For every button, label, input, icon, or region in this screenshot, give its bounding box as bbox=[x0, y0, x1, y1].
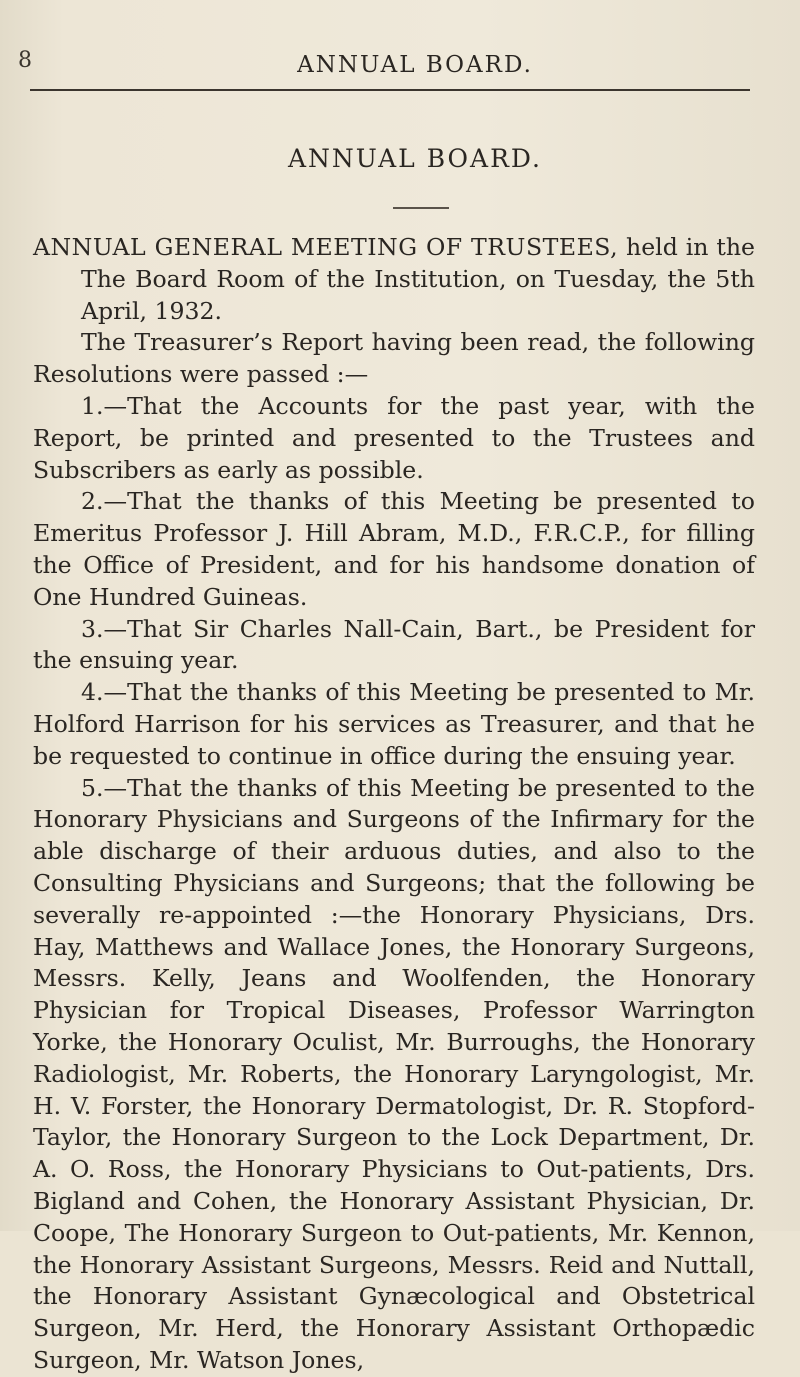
title-ornament-rule bbox=[393, 207, 449, 209]
resolution-4: 4.—That the thanks of this Meeting be presented to Mr. Holford Harrison for his services as Treasurer, and that he be requested to continue in office during the ensuing year. bbox=[33, 678, 755, 770]
resolution-3: 3.—That Sir Charles Nall-Cain, Bart., be President for the ensuing year. bbox=[33, 614, 755, 675]
meeting-lead: ANNUAL GENERAL MEETING OF TRUSTEES, bbox=[33, 233, 619, 261]
page-number: 8 bbox=[18, 48, 32, 73]
section-title: ANNUAL BOARD. bbox=[287, 144, 542, 173]
meeting-paragraph bbox=[33, 232, 755, 327]
resolution-2: 2.—That the thanks of this Meeting be presented to Emeritus Professor J. Hill Abram, M.D., F.R.C.P., for filling the Office of President, and for his handsome donation of One Hundred Guineas. bbox=[33, 487, 755, 611]
header-rule bbox=[30, 89, 750, 91]
resolution-5: 5.—That the thanks of this Meeting be presented to the Honorary Physicians and Surgeons of the Infirmary for the able discharge of their arduous duties, and also to the Consulting Physicians and Surgeons; that the following be severally re-appointed :—the Honorary Physicians, Drs. Hay, Matthews and Wallace Jones, the Honorary Surgeons, Messrs. Kelly, Jeans and Woolfenden, the Honorary Physician for Tropical Diseases, Professor Warrington Yorke, the Honorary Oculist, Mr. Burroughs, the Honorary Radiologist, Mr. Roberts, the Honorary Laryngologist, Mr. H. V. Forster, the Honorary Dermatologist, Dr. R. Stopford-Taylor, the Honorary Surgeon to the Lock Department, Dr. A. O. Ross, the Honorary Physicians to Out-patients, Drs. Bigland and Cohen, the Honorary Assistant Physician, Dr. Coope, The Honorary Surgeon to Out-patients, Mr. Kennon, the Honorary Assistant Surgeons, Messrs. Reid and Nuttall, the Honorary Assistant Gynæcological and Obstetrical Surgeon, Mr. Herd, the Honorary Assistant Orthopædic Surgeon, Mr. Watson Jones, bbox=[33, 773, 755, 1374]
resolution-1: 1.—That the Accounts for the past year, with the Report, be printed and presented to the Trustees and Subscribers as early as possible. bbox=[33, 391, 755, 484]
running-title: ANNUAL BOARD. bbox=[297, 52, 533, 78]
treasurer-report-paragraph: The Treasurer’s Report having been read, the following Resolutions were passed :— bbox=[33, 328, 755, 389]
minutes-body bbox=[33, 232, 755, 1377]
meeting-details: held in the The Board Room of the Institution, on Tuesday, the 5th April, 1932. bbox=[81, 233, 755, 325]
